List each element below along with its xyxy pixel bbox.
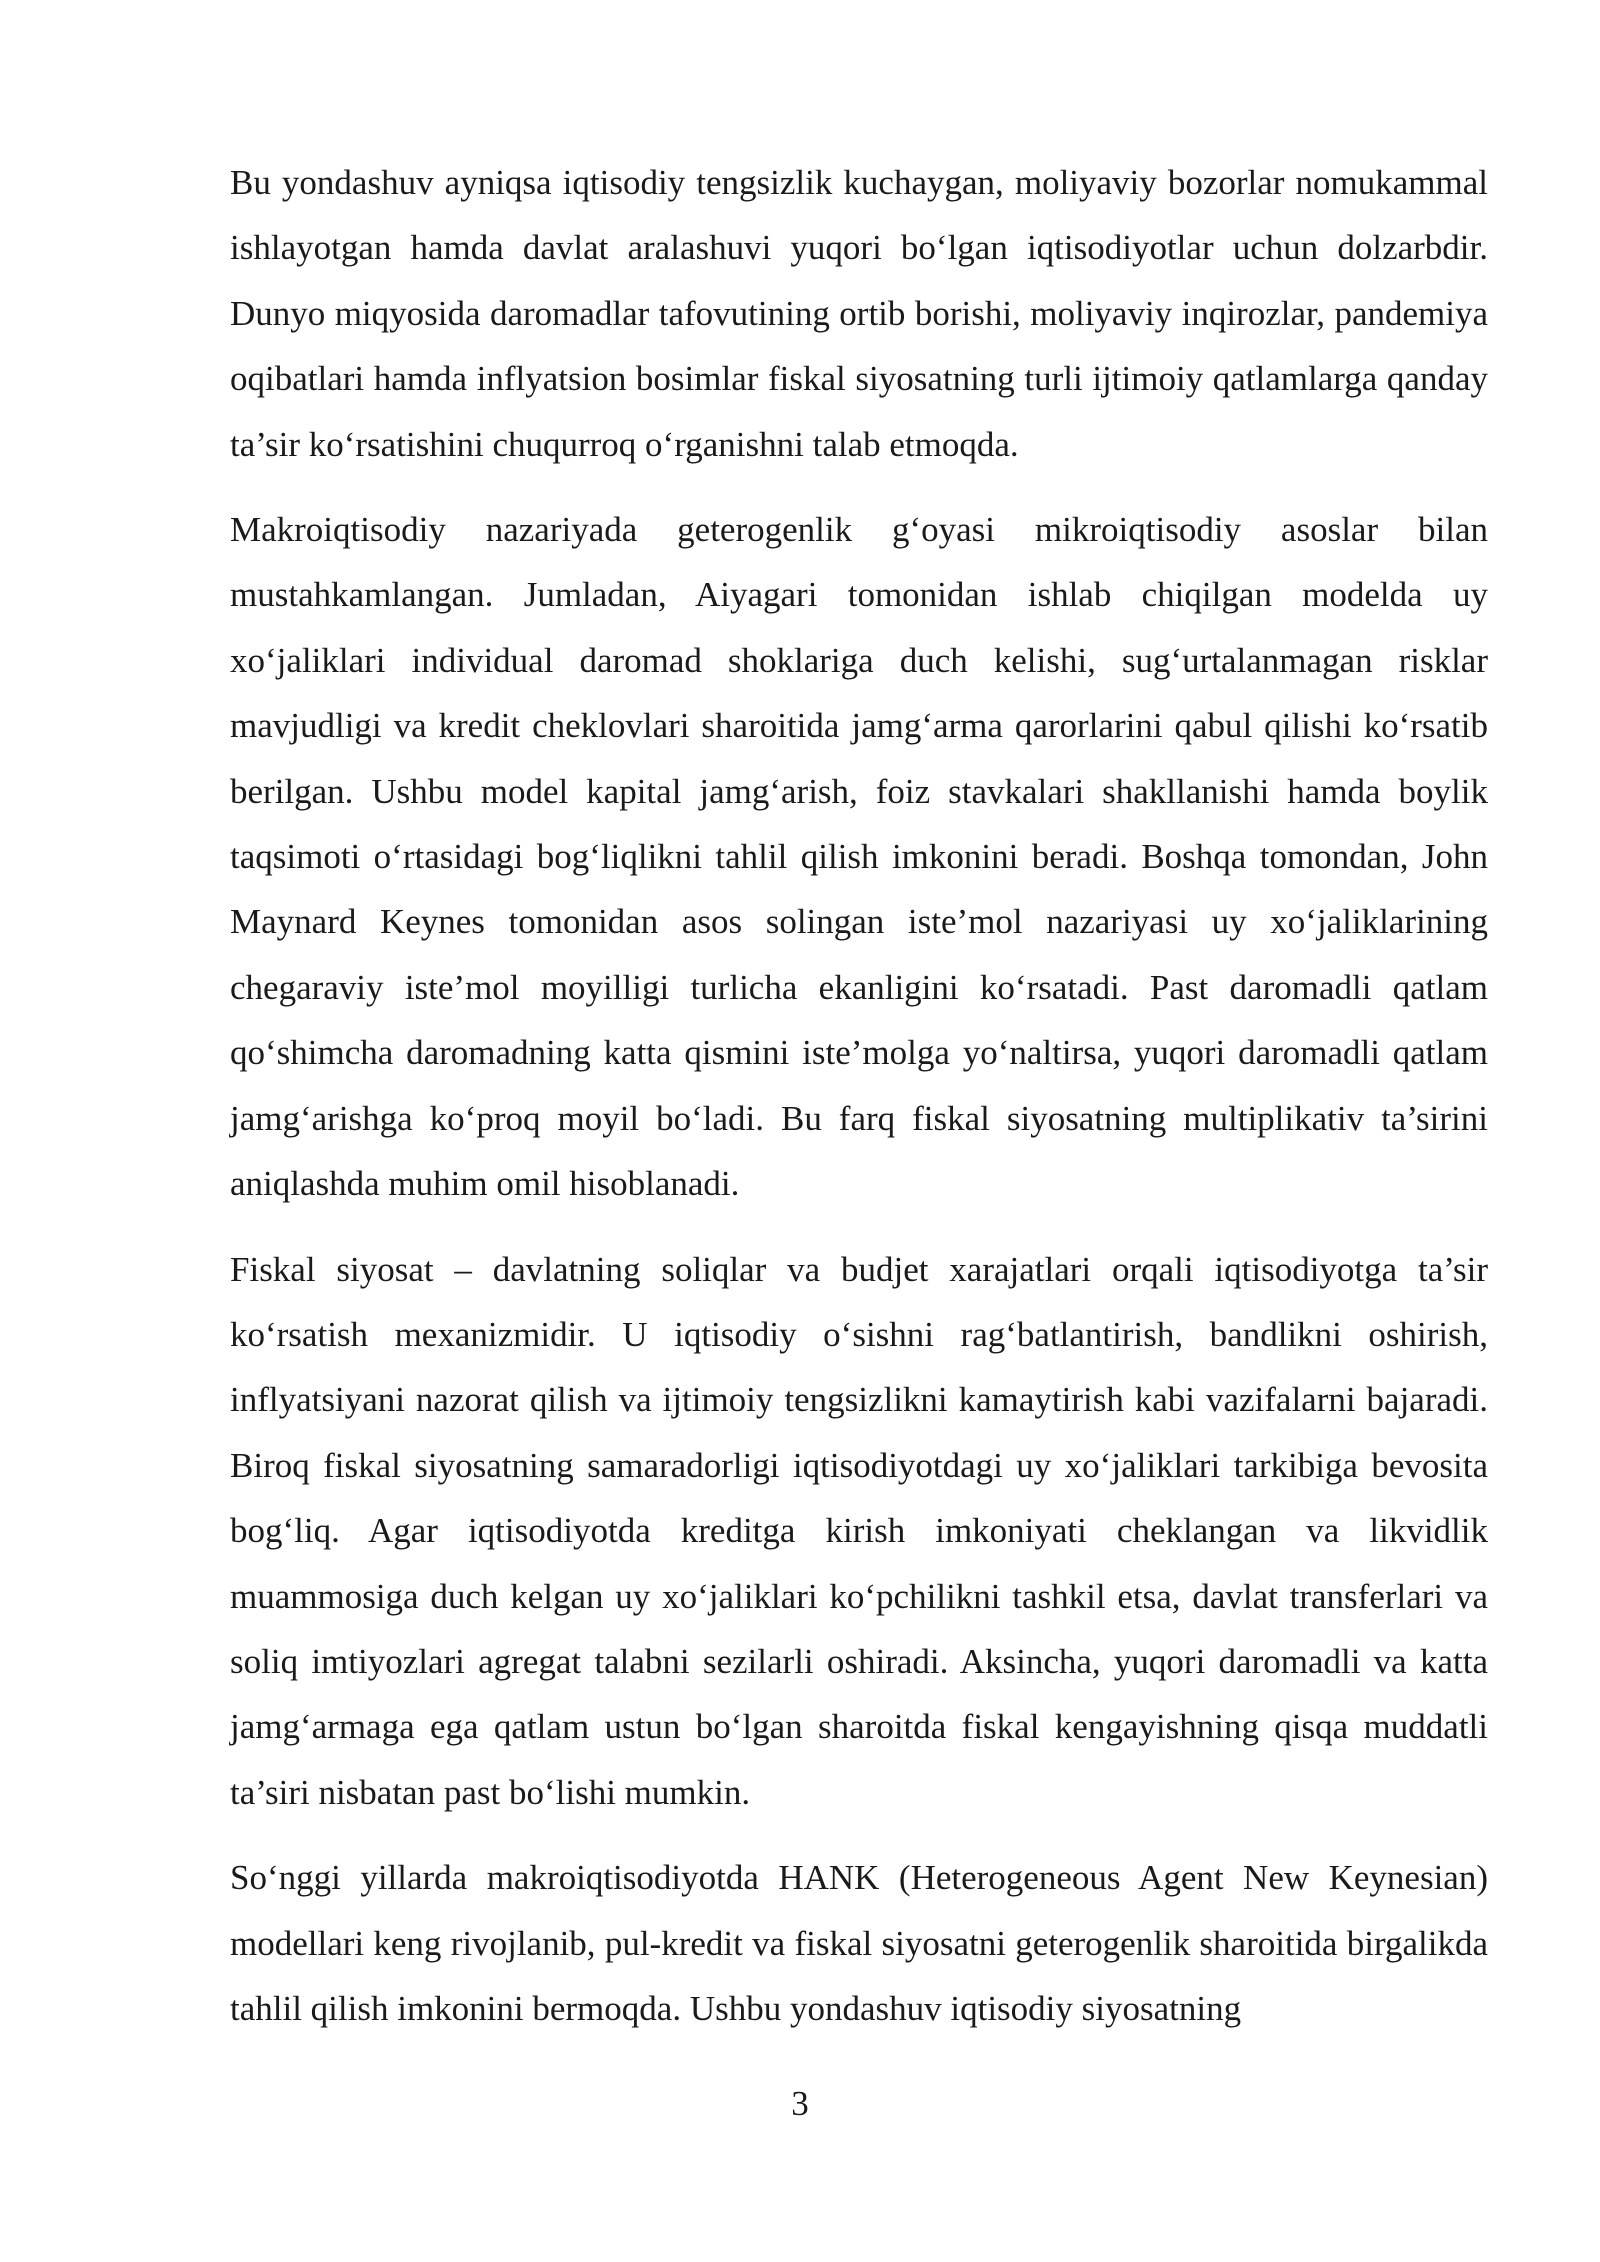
paragraph-2: Makroiqtisodiy nazariyada geterogenlik g‘oyasi mikroiqtisodiy asoslar bilan mustahkamlangan. Jumladan, Aiyagari tomonidan ishlab chiqilgan modelda uy xo‘jaliklari individual daromad shoklariga duch kelishi, sug‘urtalanmagan risklar mavjudligi va kredit cheklovlari sharoitida jamg‘arma qarorlarini qabul qilishi ko‘rsatib berilgan. Ushbu model kapital jamg‘arish, foiz stavkalari shakllanishi hamda boylik taqsimoti o‘rtasidagi bog‘liqlikni tahlil qilish imkonini beradi. Boshqa tomondan, John Maynard Keynes tomonidan asos solingan iste’mol nazariyasi uy xo‘jaliklarining chegaraviy iste’mol moyilligi turlicha ekanligini ko‘rsatadi. Past daromadli qatlam qo‘shimcha daromadning katta qismini iste’molga yo‘naltirsa, yuqori daromadli qatlam jamg‘arishga ko‘proq moyil bo‘ladi. Bu farq fiskal siyosatning multiplikativ ta’sirini aniqlashda muhim omil hisoblanadi. (230, 510, 1488, 1204)
paragraph-1: Bu yondashuv ayniqsa iqtisodiy tengsizlik kuchaygan, moliyaviy bozorlar nomukammal ishlayotgan hamda davlat aralashuvi yuqori bo‘lgan iqtisodiyotlar uchun dolzarbdir. Dunyo miqyosida daromadlar tafovutining ortib borishi, moliyaviy inqirozlar, pandemiya oqibatlari hamda inflyatsion bosimlar fiskal siyosatning turli ijtimoiy qatlamlarga qanday ta’sir ko‘rsatishini chuqurroq o‘rganishni talab etmoqda. (230, 163, 1488, 464)
page-number: 3 (791, 2084, 809, 2123)
document-body (230, 150, 1488, 2061)
paragraph-4: So‘nggi yillarda makroiqtisodiyotda HANK (Heterogeneous Agent New Keynesian) modellari keng rivojlanib, pul-kredit va fiskal siyosatni geterogenlik sharoitida birgalikda tahlil qilish imkonini bermoqda. Ushbu yondashuv iqtisodiy siyosatning (230, 1858, 1488, 2028)
paragraph-3: Fiskal siyosat – davlatning soliqlar va budjet xarajatlari orqali iqtisodiyotga ta’sir ko‘rsatish mexanizmidir. U iqtisodiy o‘sishni rag‘batlantirish, bandlikni oshirish, inflyatsiyani nazorat qilish va ijtimoiy tengsizlikni kamaytirish kabi vazifalarni bajaradi. Biroq fiskal siyosatning samaradorligi iqtisodiyotdagi uy xo‘jaliklari tarkibiga bevosita bog‘liq. Agar iqtisodiyotda kreditga kirish imkoniyati cheklangan va likvidlik muammosiga duch kelgan uy xo‘jaliklari ko‘pchilikni tashkil etsa, davlat transferlari va soliq imtiyozlari agregat talabni sezilarli oshiradi. Aksincha, yuqori daromadli va katta jamg‘armaga ega qatlam ustun bo‘lgan sharoitda fiskal kengayishning qisqa muddatli ta’siri nisbatan past bo‘lishi mumkin. (230, 1249, 1488, 1812)
